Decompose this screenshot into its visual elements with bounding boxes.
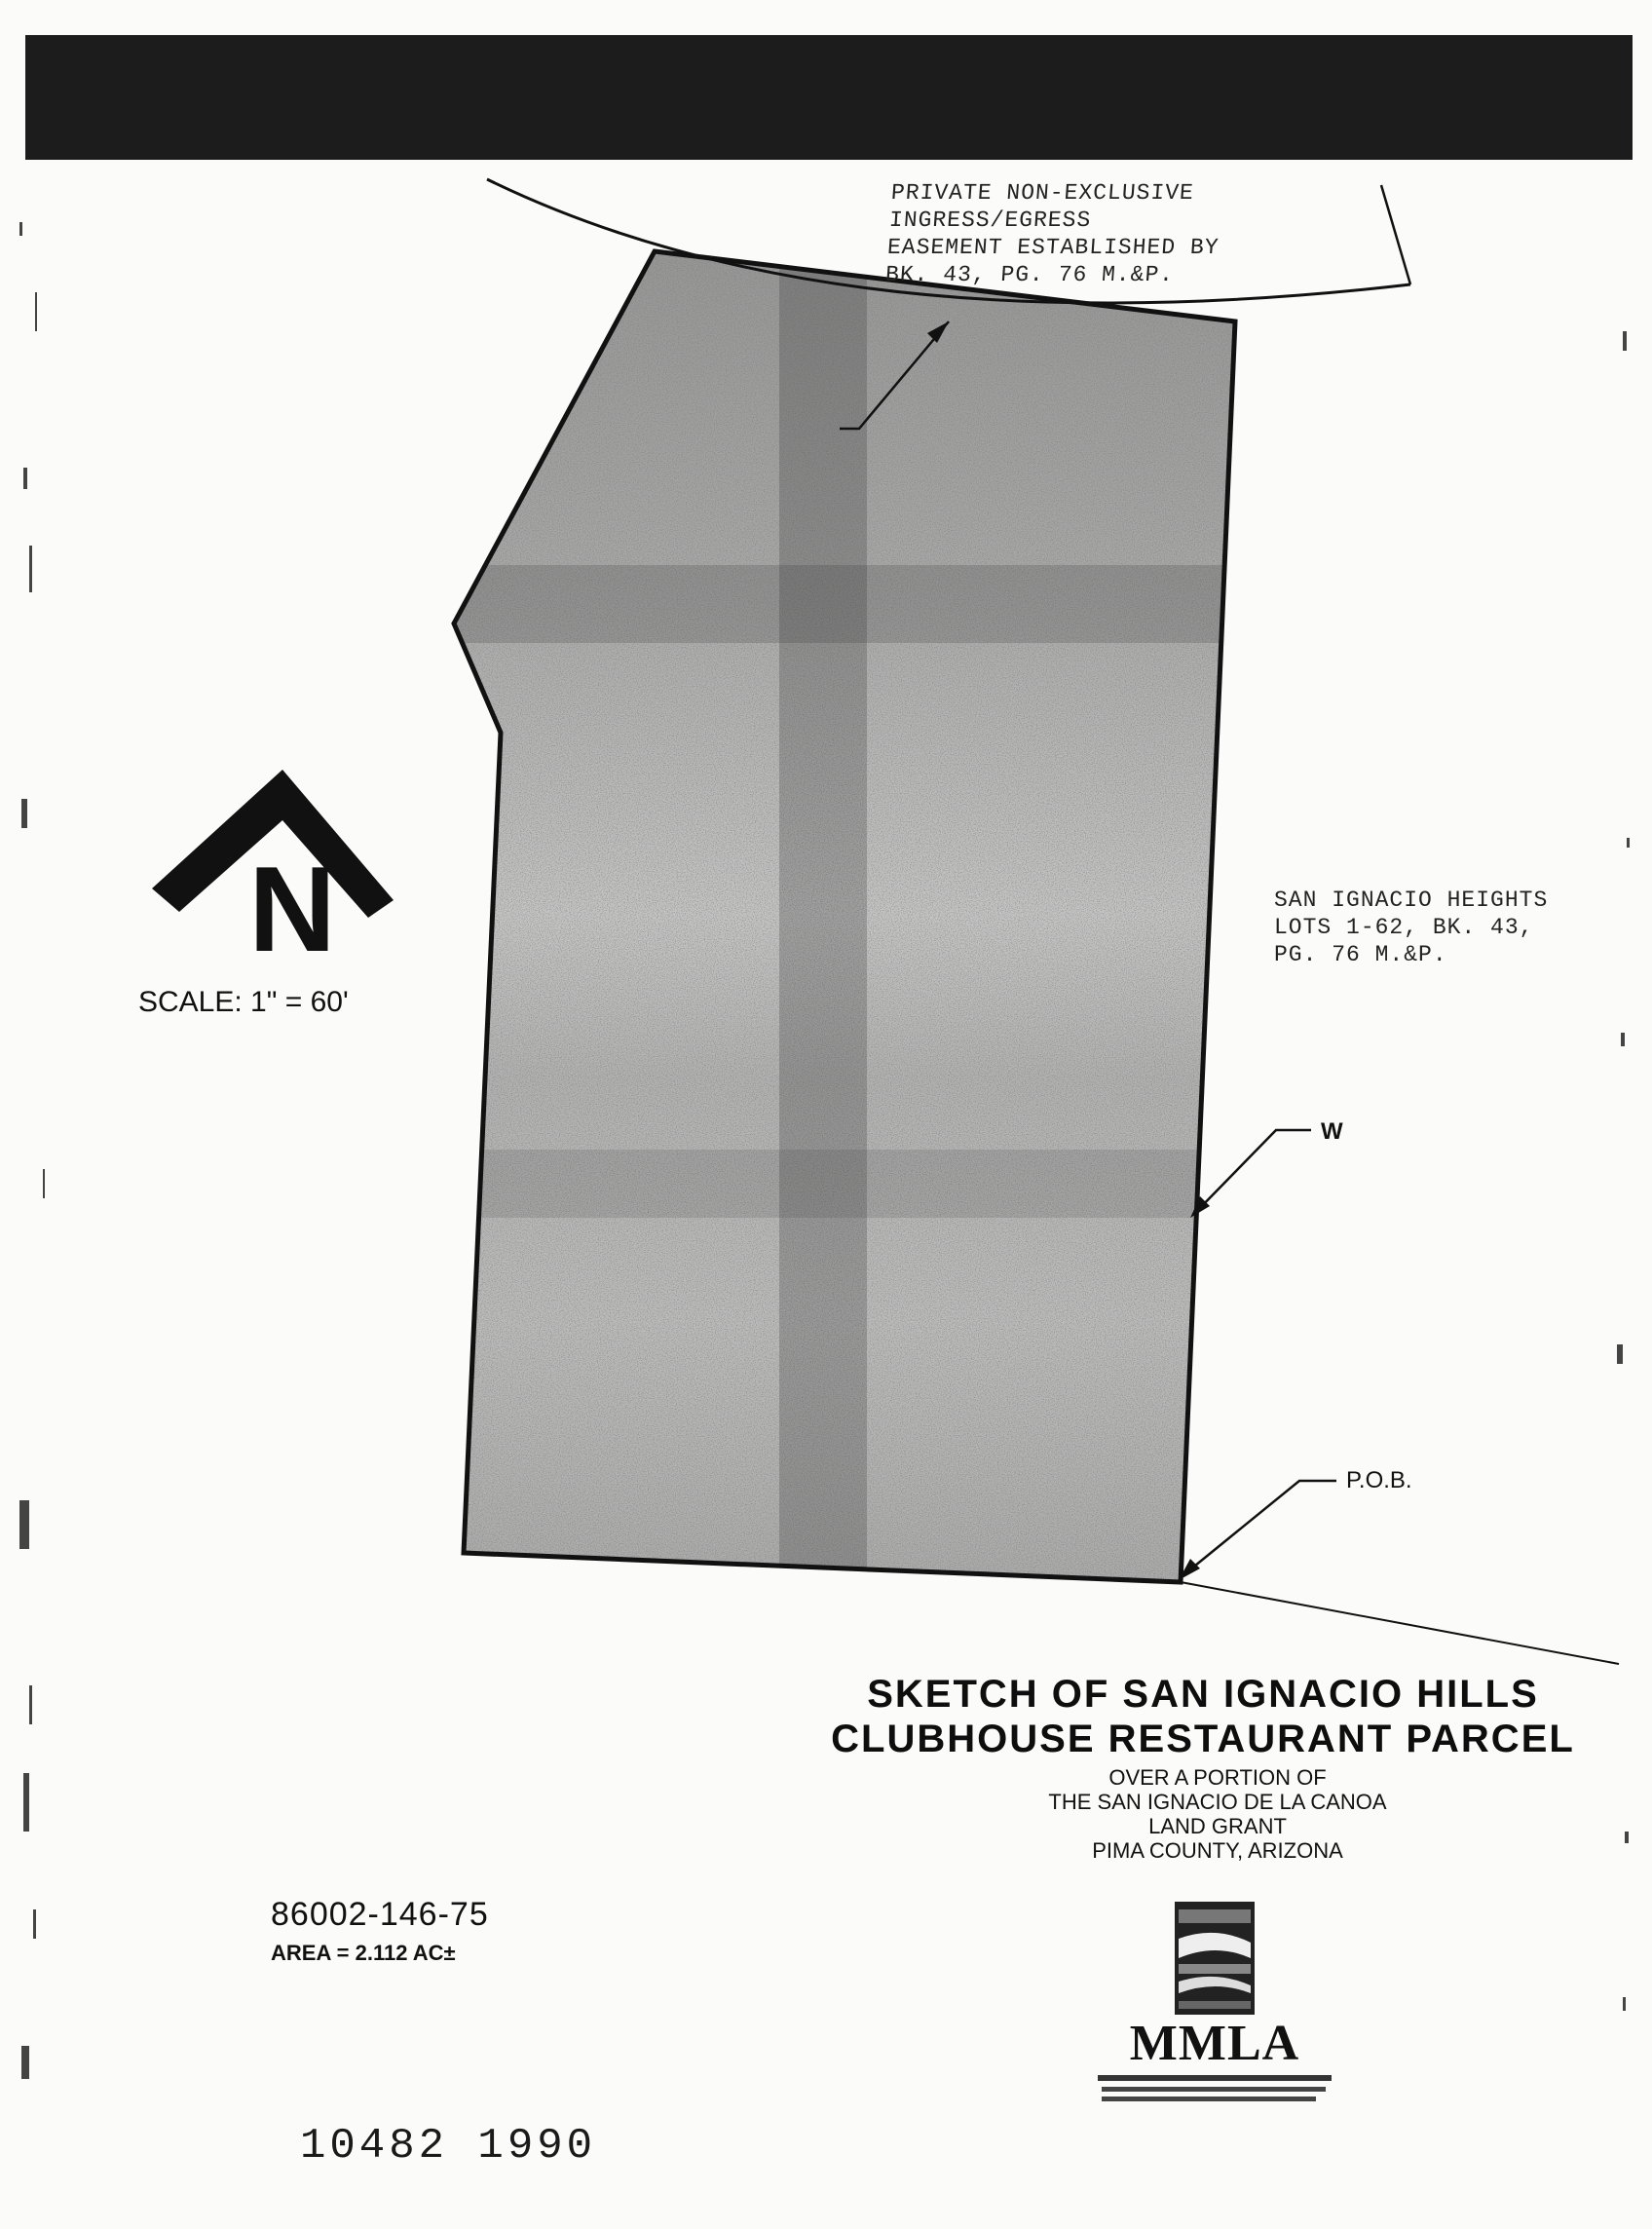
north-letter: N [248, 843, 336, 977]
boundary-extension-line [1181, 1582, 1619, 1664]
adjacent-lots-line: SAN IGNACIO HEIGHTS [1274, 888, 1549, 913]
w-leader [1194, 1130, 1311, 1214]
document-number: 10482 1990 [300, 2122, 597, 2171]
easement-note-line: BK. 43, PG. 76 M.&P. [884, 262, 1176, 287]
easement-edge-line [1381, 185, 1410, 284]
pob-leader [1184, 1481, 1336, 1574]
easement-note-line: PRIVATE NON-EXCLUSIVE [890, 180, 1195, 206]
title-line: SKETCH OF SAN IGNACIO HILLS [867, 1673, 1539, 1716]
description-line: PIMA COUNTY, ARIZONA [1092, 1838, 1343, 1863]
easement-note [884, 179, 1223, 288]
sketch-title [799, 1672, 1607, 1761]
description-line: OVER A PORTION OF [1108, 1765, 1327, 1790]
parcel-description [935, 1765, 1500, 1863]
scale-label: SCALE: 1" = 60' [138, 986, 349, 1018]
adjacent-lots-line: LOTS 1-62, BK. 43, [1274, 915, 1534, 940]
firm-fine-print-icon [1098, 2073, 1332, 2106]
adjacent-lots-line: PG. 76 M.&P. [1274, 942, 1447, 967]
north-arrow [152, 770, 394, 977]
firm-logo [1083, 1900, 1346, 2106]
area-label: AREA = 2.112 AC± [271, 1941, 456, 1965]
title-line: CLUBHOUSE RESTAURANT PARCEL [831, 1718, 1575, 1760]
adjacent-lots-note [1274, 887, 1548, 968]
parcel-id: 86002-146-75 [271, 1896, 489, 1933]
easement-note-line: EASEMENT ESTABLISHED BY [886, 235, 1220, 260]
firm-name: MMLA [1129, 2016, 1300, 2071]
parcel-shading [448, 244, 1247, 1588]
description-line: LAND GRANT [1148, 1814, 1287, 1838]
pob-label: P.O.B. [1346, 1467, 1412, 1493]
w-label: W [1321, 1118, 1343, 1145]
description-line: THE SAN IGNACIO DE LA CANOA [1048, 1790, 1387, 1814]
firm-emblem-icon [1171, 1900, 1258, 2017]
easement-note-line: INGRESS/EGRESS [888, 208, 1093, 233]
